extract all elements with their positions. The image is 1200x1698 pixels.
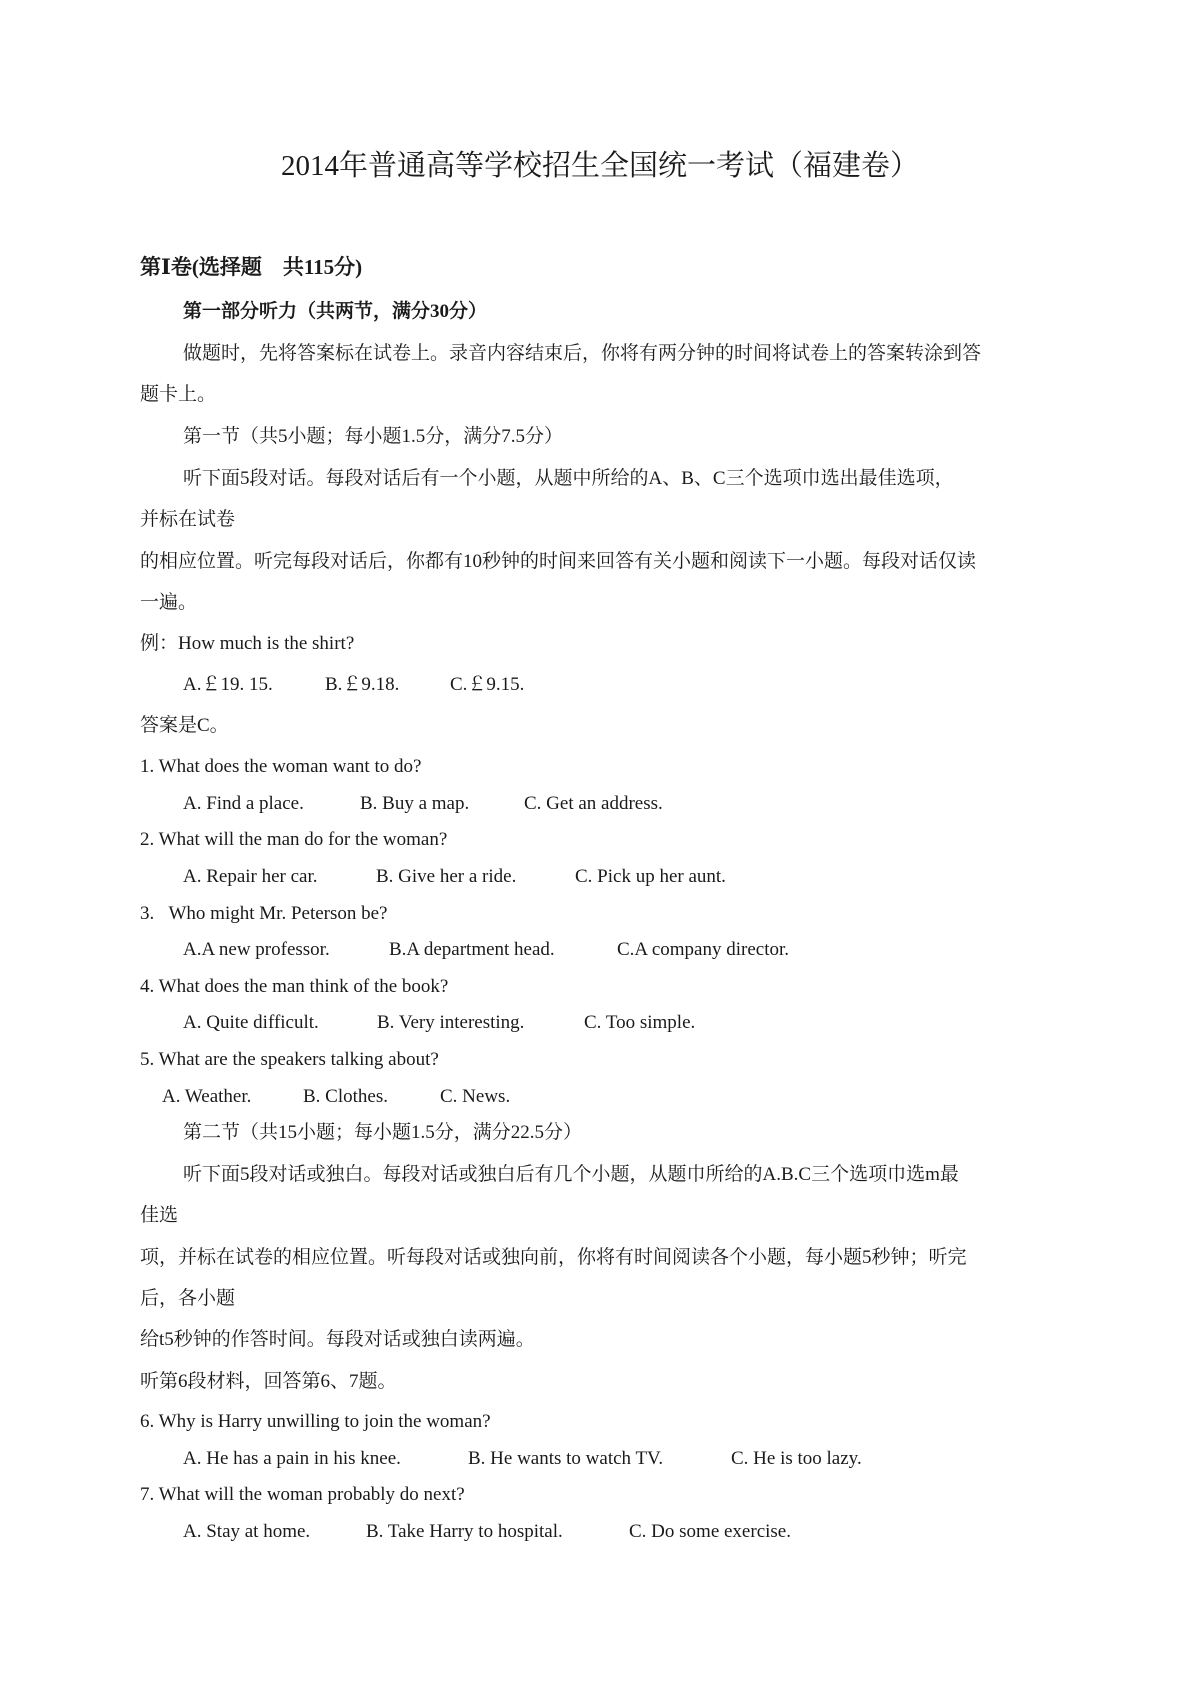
question-3-options: [183, 939, 790, 960]
option-b: B.A department head.: [389, 939, 555, 960]
exam-title: 2014年普通高等学校招生全国统一考试（福建卷）: [280, 150, 919, 182]
material-6-heading: 听第6段材料，回答第6、7题。: [140, 1371, 397, 1392]
question-1-options: [183, 793, 663, 814]
example-option-b: B.￡9.18.: [325, 674, 400, 695]
question-7: 7. What will the woman probably do next?: [140, 1484, 465, 1505]
example-answer: 答案是C。: [140, 715, 229, 736]
question-2-options: [183, 866, 726, 887]
example-option-a: A.￡19. 15.: [183, 674, 273, 695]
sub2-instr-3: 项，并标在试卷的相应位置。听每段对话或独向前，你将有时间阅读各个小题，每小题5秒钟；听完: [140, 1247, 967, 1268]
question-7-options: [183, 1521, 791, 1542]
option-c: C. Too simple.: [584, 1012, 696, 1033]
option-c: C. Do some exercise.: [629, 1521, 791, 1542]
option-b: B. He wants to watch TV.: [468, 1448, 664, 1469]
option-c: C. He is too lazy.: [731, 1448, 862, 1469]
question-1: 1. What does the woman want to do?: [140, 756, 422, 777]
option-b: B. Buy a map.: [360, 793, 470, 814]
option-c: C. Pick up her aunt.: [575, 866, 726, 887]
sub1-instr-2: 并标在试卷: [140, 509, 236, 530]
option-a: A. Quite difficult.: [183, 1012, 319, 1033]
option-b: B. Give her a ride.: [376, 866, 517, 887]
question-3: 3. Who might Mr. Peterson be?: [140, 903, 388, 924]
option-a: A. Repair her car.: [183, 866, 318, 887]
example-options: [183, 674, 525, 695]
sub2-instr-4: 后，各小题: [140, 1288, 236, 1309]
option-a: A.A new professor.: [183, 939, 330, 960]
question-5: 5. What are the speakers talking about?: [140, 1049, 439, 1070]
option-c: C. Get an address.: [524, 793, 663, 814]
question-4: 4. What does the man think of the book?: [140, 976, 449, 997]
option-b: B. Very interesting.: [377, 1012, 525, 1033]
question-2: 2. What will the man do for the woman?: [140, 829, 448, 850]
option-c: C. News.: [440, 1086, 511, 1107]
question-6-options: [183, 1448, 862, 1469]
intro-line-2: 题卡上。: [140, 384, 217, 405]
option-c: C.A company director.: [617, 939, 790, 960]
sub2-heading: 第二节（共15小题；每小题1.5分，满分22.5分）: [183, 1122, 583, 1143]
option-a: A. Stay at home.: [183, 1521, 311, 1542]
sub2-instr-2: 佳选: [140, 1205, 179, 1226]
question-4-options: [183, 1012, 696, 1033]
question-5-options: [162, 1086, 511, 1107]
intro-line-1: 做题时，先将答案标在试卷上。录音内容结束后，你将有两分钟的时间将试卷上的答案转涂到答: [183, 343, 982, 364]
section1-heading: 第一部分听力（共两节，满分30分）: [183, 301, 488, 322]
sub1-heading: 第一节（共5小题；每小题1.5分，满分7.5分）: [183, 426, 564, 447]
option-a: A. Find a place.: [183, 793, 304, 814]
sub1-instr-3: 的相应位置。听完每段对话后，你都有10秒钟的时间来回答有关小题和阅读下一小题。每段对话仅读: [140, 551, 977, 572]
sub2-instr-5: 给t5秒钟的作答时间。每段对话或独白读两遍。: [140, 1329, 535, 1350]
sub1-instr-4: 一遍。: [140, 592, 198, 613]
option-b: B. Clothes.: [303, 1086, 388, 1107]
option-a: A. He has a pain in his knee.: [183, 1448, 401, 1469]
sub1-instr-1: 听下面5段对话。每段对话后有一个小题，从题中所给的A、B、C三个选项巾选出最佳选项，: [183, 468, 954, 489]
option-b: B. Take Harry to hospital.: [366, 1521, 563, 1542]
sub2-instr-1: 听下面5段对话或独白。每段对话或独白后有几个小题，从题巾所给的A.B.C三个选项巾选m最: [183, 1164, 959, 1185]
example-option-c: C.￡9.15.: [450, 674, 525, 695]
example-question: 例：How much is the shirt?: [140, 633, 355, 654]
part1-heading: 第Ⅰ卷(选择题 共115分): [140, 255, 363, 279]
question-6: 6. Why is Harry unwilling to join the woman?: [140, 1411, 491, 1432]
option-a: A. Weather.: [162, 1086, 252, 1107]
